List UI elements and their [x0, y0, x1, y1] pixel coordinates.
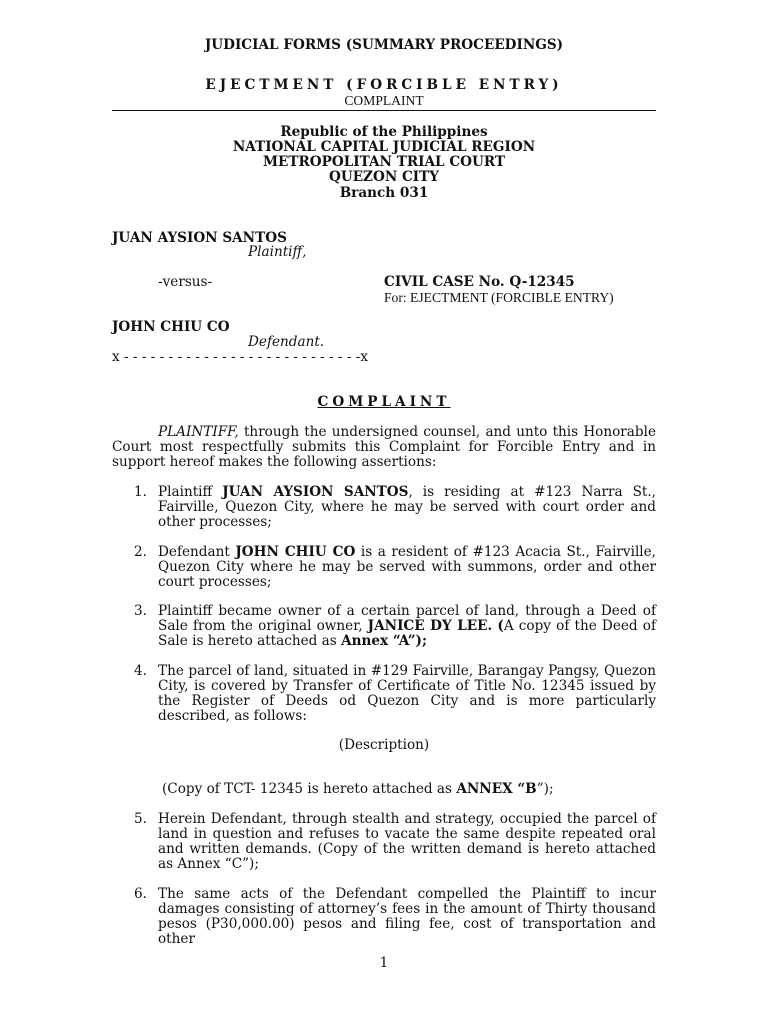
item-bold-text: JUAN AYSION SANTOS: [222, 484, 409, 500]
tct-text: (Copy of TCT- 12345 is hereto attached as: [162, 781, 457, 797]
case-for-line: For: EJECTMENT (FORCIBLE ENTRY): [384, 290, 614, 305]
defendant-label: Defendant.: [248, 334, 325, 350]
intro-text: through the undersigned counsel, and unto this Honorable Court most respectfully submits this Complaint for Forcible Entry and in support hereof makes the following assertions:: [112, 424, 656, 470]
forms-title: JUDICIAL FORMS (SUMMARY PROCEEDINGS): [204, 37, 564, 53]
list-item: [158, 485, 656, 530]
tct-text: ”);: [536, 781, 554, 797]
court-region: NATIONAL CAPITAL JUDICIAL REGION: [232, 139, 536, 155]
item-text: , is residing at #123 Narra St., Fairville, Quezon City, where he may be served with court order and other processes;: [158, 484, 656, 530]
court-city: QUEZON CITY: [329, 169, 439, 185]
case-type-heading: EJECTMENT (FORCIBLE ENTRY): [205, 77, 563, 93]
list-item: [158, 604, 656, 649]
plaintiff-name: JUAN AYSION SANTOS: [112, 230, 287, 246]
item-text: Defendant: [158, 544, 236, 560]
tct-annex-line: [162, 782, 554, 797]
item-number: 4.: [134, 663, 147, 679]
court-name: METROPOLITAN TRIAL COURT: [262, 154, 506, 170]
versus-label: -versus-: [158, 274, 213, 290]
plaintiff-label: Plaintiff,: [248, 244, 307, 260]
list-item: The parcel of land, situated in #129 Fairville, Barangay Pangsy, Quezon City, is covered by Transfer of Certificate of Title No. 12345 issued by the Register of Deeds od Quezon City and is more particularly described, as follows:: [158, 663, 656, 724]
description-placeholder: (Description): [338, 737, 430, 753]
item-number: 2.: [134, 544, 147, 560]
defendant-name: JOHN CHIU CO: [112, 319, 230, 335]
intro-paragraph: [112, 425, 656, 470]
item-text: A copy of the Deed of Sale is hereto attached as: [158, 618, 656, 649]
civil-case-number: CIVIL CASE No. Q-12345: [384, 274, 575, 290]
item-text: is a resident of #123 Acacia St., Fairville, Quezon City where he may be served with summons, order and other court processes;: [158, 544, 656, 590]
list-item: [158, 545, 656, 590]
intro-lead: PLAINTIFF,: [158, 424, 239, 440]
document-type: COMPLAINT: [344, 93, 424, 108]
court-branch: Branch 031: [339, 185, 429, 201]
page-number: 1: [379, 955, 389, 971]
complaint-title: COMPLAINT: [317, 394, 451, 410]
caption-separator: x - - - - - - - - - - - - - - - - - - - - - - - - - - -x: [112, 349, 369, 365]
list-item: Herein Defendant, through stealth and strategy, occupied the parcel of land in question and refuses to vacate the same despite repeated oral and written demands. (Copy of the written demand is hereto attached as Annex “C”);: [158, 811, 656, 872]
item-number: 1.: [134, 484, 147, 500]
item-number: 5.: [134, 811, 147, 827]
court-republic: Republic of the Philippines: [280, 124, 488, 140]
item-bold-text: (: [497, 618, 504, 634]
tct-bold-text: ANNEX “B: [456, 781, 537, 797]
item-bold-text: JANICE DY LEE.: [367, 618, 493, 634]
item-bold-text: JOHN CHIU CO: [235, 544, 356, 560]
list-item: The same acts of the Defendant compelled the Plaintiff to incur damages consisting of attorney’s fees in the amount of Thirty thousand pesos (P30,000.00) pesos and filing fee, cost of transportation and other: [158, 886, 656, 947]
item-text: Plaintiff: [158, 484, 223, 500]
item-text: Plaintiff became owner of a certain parcel of land, through a Deed of Sale from the original owner,: [158, 603, 656, 634]
item-number: 3.: [134, 603, 147, 619]
item-bold-text: Annex “A”);: [341, 633, 428, 649]
header-rule: [112, 110, 656, 111]
item-number: 6.: [134, 886, 147, 902]
